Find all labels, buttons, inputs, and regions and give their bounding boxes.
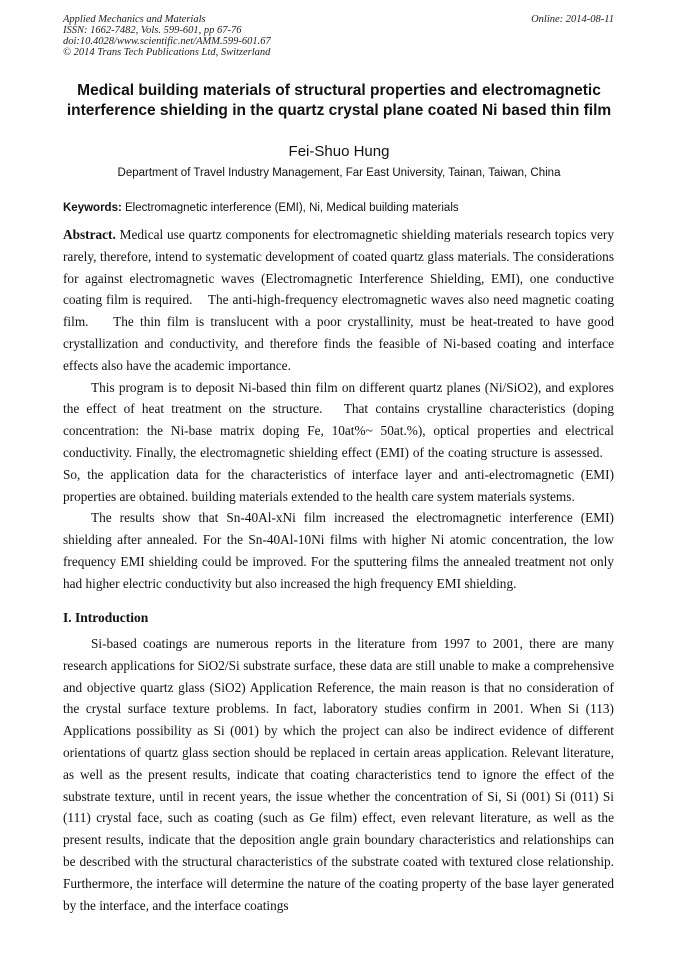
keywords-text: Electromagnetic interference (EMI), Ni, Medical building materials [125, 202, 459, 214]
keywords-label: Keywords: [63, 202, 122, 214]
copyright-line: © 2014 Trans Tech Publications Ltd, Switzerland [63, 47, 271, 58]
abstract-paragraph-2: This program is to deposit Ni-based thin film on different quartz planes (Ni/SiO2), and explores the effect of heat treatment on the structure. That contains crystalline characteristics (doping concentration: the Ni-base matrix doping Fe, 10at%~ 50at.%), optical properties and electrical conductivity. Finally, the electromagnetic shielding effect (EMI) of the coating structure is assessed. So, the application data for the characteristics of interface layer and anti-electromagnetic (EMI) properties are obtained. building materials extended to the health care system materials systems. [63, 379, 614, 504]
section-heading-introduction: I. Introduction [63, 610, 149, 625]
abstract-label: Abstract. [63, 227, 116, 242]
author-affiliation: Department of Travel Industry Management, Far East University, Tainan, Taiwan, China [117, 167, 561, 179]
abstract-paragraph-3: The results show that Sn-40Al-xNi film increased the electromagnetic interference (EMI) shielding after annealed. For the Sn-40Al-10Ni films with higher Ni atomic concentration, the low frequency EMI shielding could be improved. For the sputtering films the annealed treatment not only had higher electric conductivity but also increased the high frequency EMI shielding. [63, 510, 614, 591]
journal-name: Applied Mechanics and Materials [63, 14, 206, 25]
abstract-text-1: Medical use quartz components for electromagnetic shielding materials research topics very rarely, therefore, intend to systematic development of coated quartz glass materials. The considerations for against electromagnetic waves (Electromagnetic Interference Shielding, EMI), one conductive coating film is required. The anti-high-frequency electromagnetic waves also need magnetic coating film. The thin film is translucent with a poor crystallinity, must be heat-treated to have good crystallization and conductivity, and therefore finds the feasible of Ni-based coating and interface effects also have the academic importance. [63, 227, 614, 373]
abstract-paragraph-1 [63, 224, 614, 377]
journal-header [63, 14, 271, 58]
online-date: Online: 2014-08-11 [531, 14, 614, 25]
abstract-section [63, 224, 614, 595]
doi-line: doi:10.4028/www.scientific.net/AMM.599-601.67 [63, 36, 271, 47]
author-name: Fei-Shuo Hung [288, 143, 390, 160]
introduction-paragraph: Si-based coatings are numerous reports in the literature from 1997 to 2001, there are many research applications for SiO2/Si substrate surface, these data are still unable to make a comprehensive and objective quartz glass (SiO2) Application Reference, the main reason is that no consideration of the crystal surface texture problems. In fact, laboratory studies confirm in 2001. When Si (113) Applications possibility as Si (001) by which the project can also be indirect evidence of different orientations of quartz glass section should be replaced in certain areas application. Relevant literature, as well as the present results, indicate that coating characteristics tend to ignore the effect of the substrate texture, until in recent years, the issue whether the concentration of Si, Si (001) Si (011) Si (111) crystal face, such as coating (such as Ge film) effect, even relevant literature, as well as the present results, indicate that the deposition angle grain boundary characteristics and relationships can be described with the structural characteristics of the substrate coated with textured close relationship. Furthermore, the interface will determine the nature of the coating property of the base layer generated by the interface, and the interface coatings [63, 636, 614, 913]
paper-title: Medical building materials of structural properties and electromagnetic interference shielding in the quartz crystal plane coated Ni based thin film [66, 82, 612, 119]
keywords-line [63, 201, 459, 215]
introduction-section [63, 633, 614, 916]
issn-line: ISSN: 1662-7482, Vols. 599-601, pp 67-76 [63, 25, 242, 36]
